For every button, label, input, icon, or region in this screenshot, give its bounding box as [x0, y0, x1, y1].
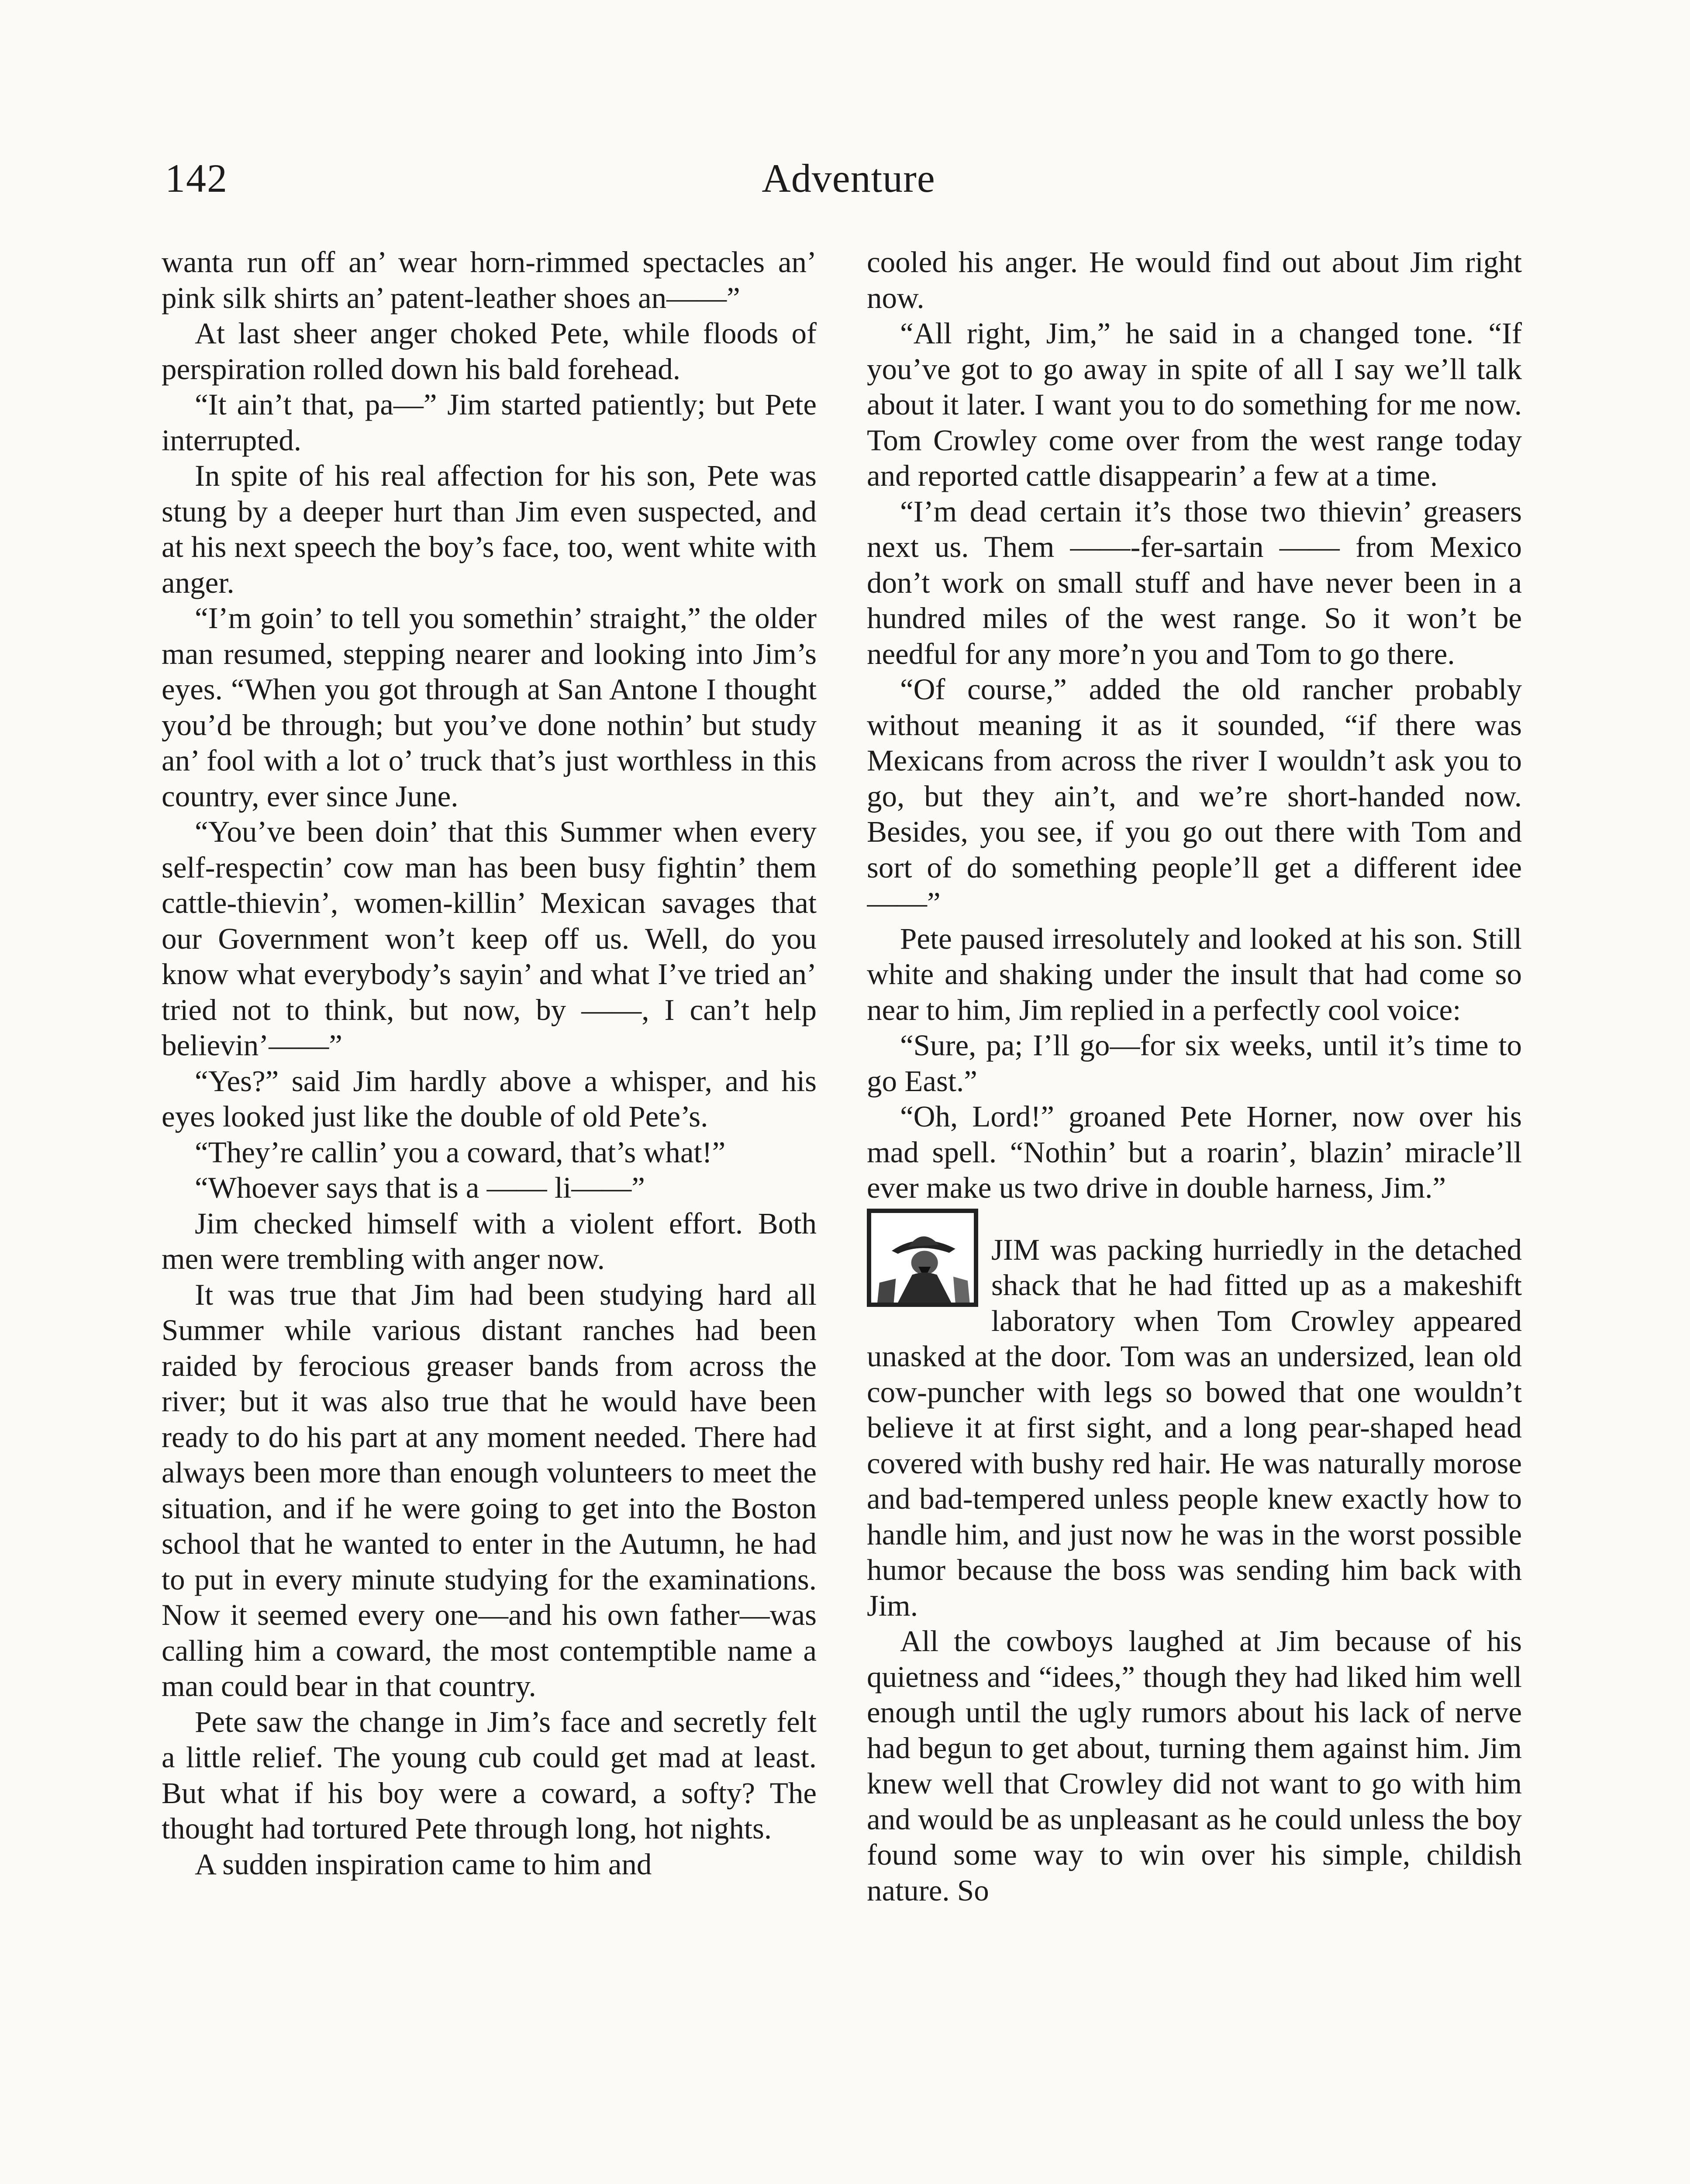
- paragraph: wanta run off an’ wear horn-rimmed spectacles an’ pink silk shirts an’ patent-leather shoes an——”: [162, 245, 817, 314]
- paragraph: “I’m dead certain it’s those two thievin’ greasers next us. Them ——-fer-sartain —— from Mexico don’t work on small stuff and have never been in a hundred miles of the west range. So it won’t be needful for any more’n you and Tom to go there.: [867, 494, 1522, 670]
- paragraph: “I’m goin’ to tell you somethin’ straight,” the older man resumed, stepping nearer and looking into Jim’s eyes. “When you got through at San Antone I thought you’d be through; but you’ve done nothin’ but study an’ fool with a lot o’ truck that’s just worthless in this country, ever since June.: [162, 601, 817, 813]
- paragraph: “They’re callin’ you a coward, that’s what!”: [195, 1135, 726, 1169]
- paragraph: Pete saw the change in Jim’s face and secretly felt a little relief. The young cub could get mad at least. But what if his boy were a coward, a softy? The thought had tortured Pete through long, hot nights.: [162, 1705, 817, 1845]
- paragraph: “Whoever says that is a —— li——”: [195, 1171, 645, 1204]
- paragraph: In spite of his real affection for his son, Pete was stung by a deeper hurt than Jim even suspected, and at his next speech the boy’s face, too, went white with anger.: [162, 459, 817, 599]
- cowboy-vignette-illustration: [867, 1209, 978, 1307]
- paragraph: Pete paused irresolutely and looked at his son. Still white and shaking under the insult that had come so near to him, Jim replied in a perfectly cool voice:: [867, 922, 1522, 1026]
- paragraph: cooled his anger. He would find out about Jim right now.: [867, 245, 1522, 314]
- page-header: [165, 155, 1532, 212]
- paragraph: “Of course,” added the old rancher probably without meaning it as it sounded, “if there was Mexicans from across the river I wouldn’t ask you to go, but they ain’t, and we’re short-handed now. Besides, you see, if you go out there with Tom and sort of do something people’ll get a different idee——”: [867, 673, 1522, 919]
- paragraph: At last sheer anger choked Pete, while floods of perspiration rolled down his bald forehead.: [162, 317, 817, 386]
- paragraph: All the cowboys laughed at Jim because of his quietness and “idees,” though they had liked him well enough until the ugly rumors about his lack of nerve had begun to get about, turning them against him. Jim knew well that Crowley did not want to go with him and would be as unpleasant as he could unless the boy found some way to win over his simple, childish nature. So: [867, 1624, 1522, 1907]
- paragraph: “Sure, pa; I’ll go—for six weeks, until it’s time to go East.”: [867, 1029, 1522, 1098]
- paragraph: “You’ve been doin’ that this Summer when every self-respectin’ cow man has been busy fightin’ them cattle-thievin’, women-killin’ Mexican savages that our Government won’t keep off us. Well, do you know what everybody’s sayin’ and what I’ve tried an’ tried not to think, but now, by ——, I can’t help believin’——”: [162, 815, 817, 1062]
- left-text-column: [162, 245, 817, 2184]
- paragraph: “It ain’t that, pa—” Jim started patiently; but Pete interrupted.: [162, 388, 817, 457]
- right-text-column: [867, 245, 1522, 2184]
- paragraph: JIM was packing hurriedly in the detached shack that he had fitted up as a makeshift laboratory when Tom Crowley appeared unasked at the door. Tom was an undersized, lean old cow-puncher with legs so bowed that one wouldn’t believe it at first sight, and a long pear-shaped head covered with bushy red hair. He was naturally morose and bad-tempered unless people knew exactly how to handle him, and just now he was in the worst possible humor because the boss was sending him back with Jim.: [867, 1233, 1522, 1622]
- paragraph: It was true that Jim had been studying hard all Summer while various distant ranches had been raided by ferocious greaser bands from across the river; but it was also true that he would have been ready to do his part at any moment needed. There had always been more than enough volunteers to meet the situation, and if he were going to get into the Boston school that he wanted to enter in the Autumn, he had to put in every minute studying for the examinations. Now it seemed every one—and his own father—was calling him a coward, the most contemptible name a man could bear in that country.: [162, 1278, 817, 1703]
- paragraph: A sudden inspiration came to him and: [195, 1847, 652, 1881]
- running-head-title: Adventure: [762, 156, 935, 200]
- page-number: 142: [165, 156, 228, 200]
- paragraph: “Oh, Lord!” groaned Pete Horner, now over his mad spell. “Nothin’ but a roarin’, blazin’ miracle’ll ever make us two drive in double harness, Jim.”: [867, 1100, 1522, 1204]
- paragraph: “All right, Jim,” he said in a changed tone. “If you’ve got to go away in spite of all I say we’ll talk about it later. I want you to do something for me now. Tom Crowley come over from the west range today and reported cattle disappearin’ a few at a time.: [867, 317, 1522, 492]
- paragraph: Jim checked himself with a violent effort. Both men were trembling with anger now.: [162, 1206, 817, 1275]
- paragraph: “Yes?” said Jim hardly above a whisper, and his eyes looked just like the double of old Pete’s.: [162, 1064, 817, 1133]
